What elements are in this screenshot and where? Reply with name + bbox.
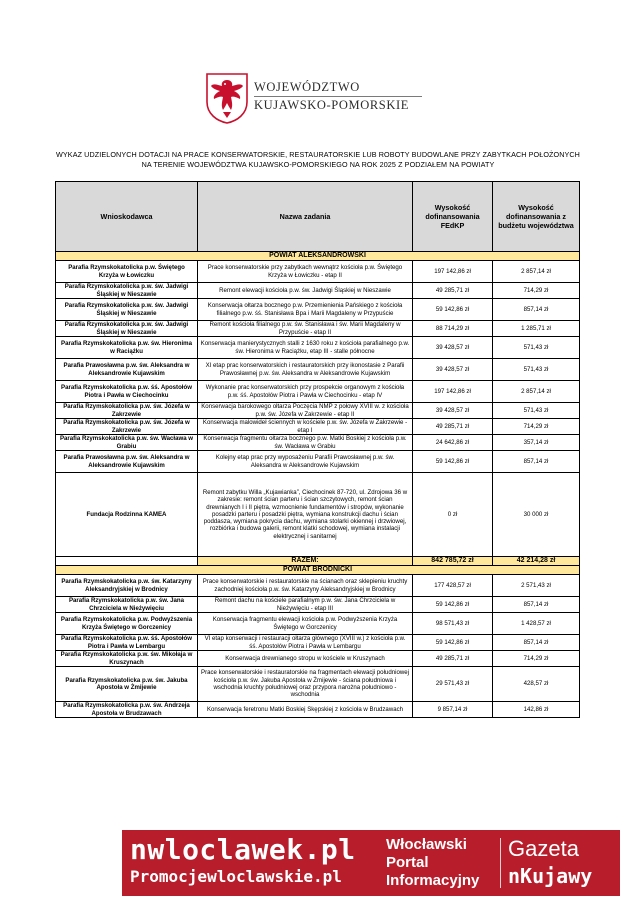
applicant-cell: Parafia Rzymskokatolicka p.w. Świętego Krzyża w Łowiczku — [56, 261, 198, 283]
table-row — [56, 473, 580, 557]
task-cell: Prace konserwatorskie i restauratorskie na fragmentach elewacji południowej kościoła p.w. św. Jakuba Apostoła w Żmijewie - ściana południowa i wschodnia kruchty południowej oraz przypora narożna południowo - wschodnia — [198, 667, 413, 702]
applicant-cell: Parafia Rzymskokatolicka p.w. św. Hieronima w Raciążku — [56, 337, 198, 359]
watermark-sites — [130, 834, 368, 888]
applicant-cell: Parafia Rzymskokatolicka p.w. św. Jakuba Apostoła w Żmijewie — [56, 667, 198, 702]
table-row — [56, 597, 580, 613]
applicant-cell: Parafia Prawosławna p.w. św. Aleksandra w Aleksandrowie Kujawskim — [56, 451, 198, 473]
applicant-cell: Parafia Rzymskokatolicka p.w. św. Andrzeja Apostoła w Brudzawach — [56, 702, 198, 718]
budget-cell: 30 000 zł — [493, 473, 580, 557]
total-budget: 42 214,28 zł — [493, 557, 580, 566]
watermark-site1: nwloclawek.pl — [130, 833, 356, 866]
fedkp-cell: 49 285,71 zł — [413, 419, 493, 435]
task-cell: Konserwacja fragmentu elewacji kościoła p.w. Podwyższenia Krzyża Świętego w Gorczenicy — [198, 613, 413, 635]
task-cell: Prace konserwatorskie i restauratorskie na ścianach oraz sklepieniu kruchty zachodniej kościoła p.w. św. Katarzyny Aleksandryjskiej w Brodnicy — [198, 575, 413, 597]
header-applicant: Wnioskodawca — [56, 182, 198, 252]
task-cell: Konserwacja ołtarza bocznego p.w. Przemienienia Pańskiego z kościoła filialnego p.w. śś. Stanisława Bpa i Marii Magdaleny w Przypuście — [198, 299, 413, 321]
watermark-banner — [122, 830, 620, 896]
budget-cell: 1 428,57 zł — [493, 613, 580, 635]
budget-cell: 2 857,14 zł — [493, 381, 580, 403]
fedkp-cell: 59 142,86 zł — [413, 597, 493, 613]
table-row — [56, 651, 580, 667]
table-row — [56, 337, 580, 359]
table-row — [56, 321, 580, 337]
task-cell: Remont zabytku Willa „Kujawianka”, Ciechocinek 87-720, ul. Zdrojowa 36 w zakresie: remont ścian parteru i ścian szczytowych, remont ścian drewnianych I i II piętra, wzmocnienie fundamentów i stropów, wykonanie posadzki parteru i posadzki piętra, wymiana konstrukcji dachu i ścian poddasza, wymiana pokrycia dachu, wymiana stolarki okiennej i drzwiowej, rozbiórka i budowa galerii, remont klatki schodowej, wymiana instalacji elektrycznej i sanitarnej — [198, 473, 413, 557]
table-row — [56, 403, 580, 419]
budget-cell: 571,43 zł — [493, 337, 580, 359]
section-header-row — [56, 566, 580, 575]
fedkp-cell: 29 571,43 zł — [413, 667, 493, 702]
applicant-cell: Parafia Rzymskokatolicka p.w. św. Jadwigi Śląskiej w Nieszawie — [56, 299, 198, 321]
fedkp-cell: 59 142,86 zł — [413, 299, 493, 321]
task-cell: Konserwacja malowideł ściennych w kościele p.w. św. Józefa w Zakrzewie - etap I — [198, 419, 413, 435]
header-budget: Wysokość dofinansowania z budżetu województwa — [493, 182, 580, 252]
table-row — [56, 299, 580, 321]
table-body — [56, 252, 580, 718]
portal-line3: Informacyjny — [386, 872, 480, 889]
grants-table-wrap — [55, 181, 579, 718]
fedkp-cell: 0 zł — [413, 473, 493, 557]
task-cell: VI etap konserwacji i restauracji ołtarza głównego (XVIII w.) z kościoła p.w. śś. Apostołów Piotra i Pawła w Lembargu — [198, 635, 413, 651]
table-row — [56, 635, 580, 651]
fedkp-cell: 88 714,29 zł — [413, 321, 493, 337]
org-underline — [254, 96, 422, 97]
table-row — [56, 261, 580, 283]
budget-cell: 714,29 zł — [493, 419, 580, 435]
watermark-divider — [500, 838, 501, 888]
org-name-line2: KUJAWSKO-POMORSKIE — [254, 98, 409, 112]
org-name — [254, 80, 360, 94]
applicant-cell: Parafia Rzymskokatolicka p.w. św. Mikołaja w Kruszynach — [56, 651, 198, 667]
applicant-cell: Parafia Prawosławna p.w. św. Aleksandra w Aleksandrowie Kujawskim — [56, 359, 198, 381]
fedkp-cell: 98 571,43 zł — [413, 613, 493, 635]
eagle-emblem-icon — [205, 72, 249, 124]
task-cell: Remont elewacji kościoła p.w. św. Jadwigi Śląskiej w Nieszawie — [198, 283, 413, 299]
budget-cell: 857,14 zł — [493, 597, 580, 613]
watermark-gazeta — [508, 836, 616, 890]
applicant-cell: Parafia Rzymskokatolicka p.w. Podwyższenia Krzyża Świętego w Gorczenicy — [56, 613, 198, 635]
applicant-cell: Parafia Rzymskokatolicka p.w. św. Jadwigi Śląskiej w Nieszawie — [56, 321, 198, 337]
budget-cell: 2 571,43 zł — [493, 575, 580, 597]
budget-cell: 2 857,14 zł — [493, 261, 580, 283]
fedkp-cell: 9 857,14 zł — [413, 702, 493, 718]
applicant-cell: Parafia Rzymskokatolicka p.w. św. Katarzyny Aleksandryjskiej w Brodnicy — [56, 575, 198, 597]
gazeta-line1: Gazeta — [508, 836, 579, 861]
header-task: Nazwa zadania — [198, 182, 413, 252]
applicant-cell: Parafia Rzymskokatolicka p.w. św. Wacława w Grabiu — [56, 435, 198, 451]
task-cell: Konserwacja barokowego ołtarza Poczęcia NMP z połowy XVIII w. z kościoła p.w. św. Józefa w Zakrzewie - etap II — [198, 403, 413, 419]
total-fedkp: 842 785,72 zł — [413, 557, 493, 566]
portal-line1: Włocławski — [386, 836, 467, 853]
budget-cell: 857,14 zł — [493, 451, 580, 473]
task-cell: Konserwacja manierystycznych stalli z 1630 roku z kościoła parafialnego p.w. św. Hieronima w Raciążku, etap III - stalle północne — [198, 337, 413, 359]
section-total-row — [56, 557, 580, 566]
applicant-cell: Fundacja Rodzinna KAMEA — [56, 473, 198, 557]
budget-cell: 142,86 zł — [493, 702, 580, 718]
task-cell: Konserwacja feretronu Matki Boskiej Skępskiej z kościoła w Brudzawach — [198, 702, 413, 718]
applicant-cell: Parafia Rzymskokatolicka p.w. św. Jana Chrzciciela w Nieżywięciu — [56, 597, 198, 613]
applicant-cell: Parafia Rzymskokatolicka p.w. św. Józefa w Zakrzewie — [56, 403, 198, 419]
fedkp-cell: 59 142,86 zł — [413, 451, 493, 473]
title-line1: WYKAZ UDZIELONYCH DOTACJI NA PRACE KONSERWATORSKIE, RESTAURATORSKIE LUB ROBOTY BUDOWLANE PRZY ZABYTKACH POŁOŻONYCH — [56, 150, 580, 159]
table-header-row — [56, 182, 580, 252]
budget-cell: 357,14 zł — [493, 435, 580, 451]
applicant-cell: Parafia Rzymskokatolicka p.w. św. Józefa w Zakrzewie — [56, 419, 198, 435]
fedkp-cell: 49 285,71 zł — [413, 651, 493, 667]
portal-line2: Portal — [386, 854, 429, 871]
table-row — [56, 359, 580, 381]
section-header-row — [56, 252, 580, 261]
table-row — [56, 451, 580, 473]
task-cell: Wykonanie prac konserwatorskich przy prospekcie organowym z kościoła p.w. śś. Apostołów Piotra i Pawła w Ciechocinku - etap IV — [198, 381, 413, 403]
gazeta-line2: nKujawy — [508, 864, 593, 888]
budget-cell: 857,14 zł — [493, 635, 580, 651]
table-row — [56, 702, 580, 718]
table-row — [56, 283, 580, 299]
applicant-cell: Parafia Rzymskokatolicka p.w. śś. Apostołów Piotra i Pawła w Lembargu — [56, 635, 198, 651]
fedkp-cell: 177 428,57 zł — [413, 575, 493, 597]
budget-cell: 714,29 zł — [493, 283, 580, 299]
watermark-site2: Promocjewloclawskie.pl — [130, 867, 342, 886]
table-row — [56, 667, 580, 702]
budget-cell: 1 285,71 zł — [493, 321, 580, 337]
document-header — [0, 0, 636, 150]
budget-cell: 571,43 zł — [493, 359, 580, 381]
document-title — [30, 150, 606, 170]
task-cell: Konserwacja fragmentu ołtarza bocznego p.w. Matki Boskiej z kościoła p.w. św. Wacława w Grabiu — [198, 435, 413, 451]
fedkp-cell: 49 285,71 zł — [413, 283, 493, 299]
header-fedkp: Wysokość dofinansowania FEdKP — [413, 182, 493, 252]
task-cell: XI etap prac konserwatorskich i restauratorskich przy ikonostasie z Parafii Prawosławnej p.w. św. Aleksandra w Aleksandrowie Kujawskim — [198, 359, 413, 381]
table-row — [56, 435, 580, 451]
title-line2: NA TERENIE WOJEWÓDZTWA KUJAWSKO-POMORSKIEGO NA ROK 2025 Z PODZIAŁEM NA POWIATY — [141, 160, 495, 169]
fedkp-cell: 39 428,57 zł — [413, 403, 493, 419]
table-row — [56, 613, 580, 635]
budget-cell: 571,43 zł — [493, 403, 580, 419]
task-cell: Prace konserwatorskie przy zabytkach wewnątrz kościoła p.w. Świętego Krzyża w Łowiczku - etap II — [198, 261, 413, 283]
table-row — [56, 381, 580, 403]
task-cell: Remont dachu na kościele parafialnym p.w. św. Jana Chrzciciela w Nieżywięciu - etap III — [198, 597, 413, 613]
table-row — [56, 419, 580, 435]
grants-table — [55, 181, 580, 718]
applicant-cell: Parafia Rzymskokatolicka p.w. śś. Apostołów Piotra i Pawła w Ciechocinku — [56, 381, 198, 403]
section-name: POWIAT ALEKSANDROWSKI — [56, 252, 580, 261]
fedkp-cell: 39 428,57 zł — [413, 359, 493, 381]
task-cell: Remont kościoła filialnego p.w. św. Stanisława i św. Marii Magdaleny w Przypuście - etap II — [198, 321, 413, 337]
fedkp-cell: 197 142,86 zł — [413, 261, 493, 283]
fedkp-cell: 59 142,86 zł — [413, 635, 493, 651]
total-blank-cell — [56, 557, 198, 566]
fedkp-cell: 39 428,57 zł — [413, 337, 493, 359]
budget-cell: 714,29 zł — [493, 651, 580, 667]
watermark-portal — [386, 836, 496, 890]
section-name: POWIAT BRODNICKI — [56, 566, 580, 575]
fedkp-cell: 24 642,86 zł — [413, 435, 493, 451]
applicant-cell: Parafia Rzymskokatolicka p.w. św. Jadwigi Śląskiej w Nieszawie — [56, 283, 198, 299]
task-cell: Konserwacja drewnianego stropu w kościele w Kruszynach — [198, 651, 413, 667]
total-label: RAZEM: — [198, 557, 413, 566]
budget-cell: 428,57 zł — [493, 667, 580, 702]
table-row — [56, 575, 580, 597]
budget-cell: 857,14 zł — [493, 299, 580, 321]
fedkp-cell: 197 142,86 zł — [413, 381, 493, 403]
task-cell: Kolejny etap prac przy wyposażeniu Parafii Prawosławnej p.w. św. Aleksandra w Aleksandrowie Kujawskim — [198, 451, 413, 473]
org-name-line1: WOJEWÓDZTWO — [254, 80, 360, 94]
